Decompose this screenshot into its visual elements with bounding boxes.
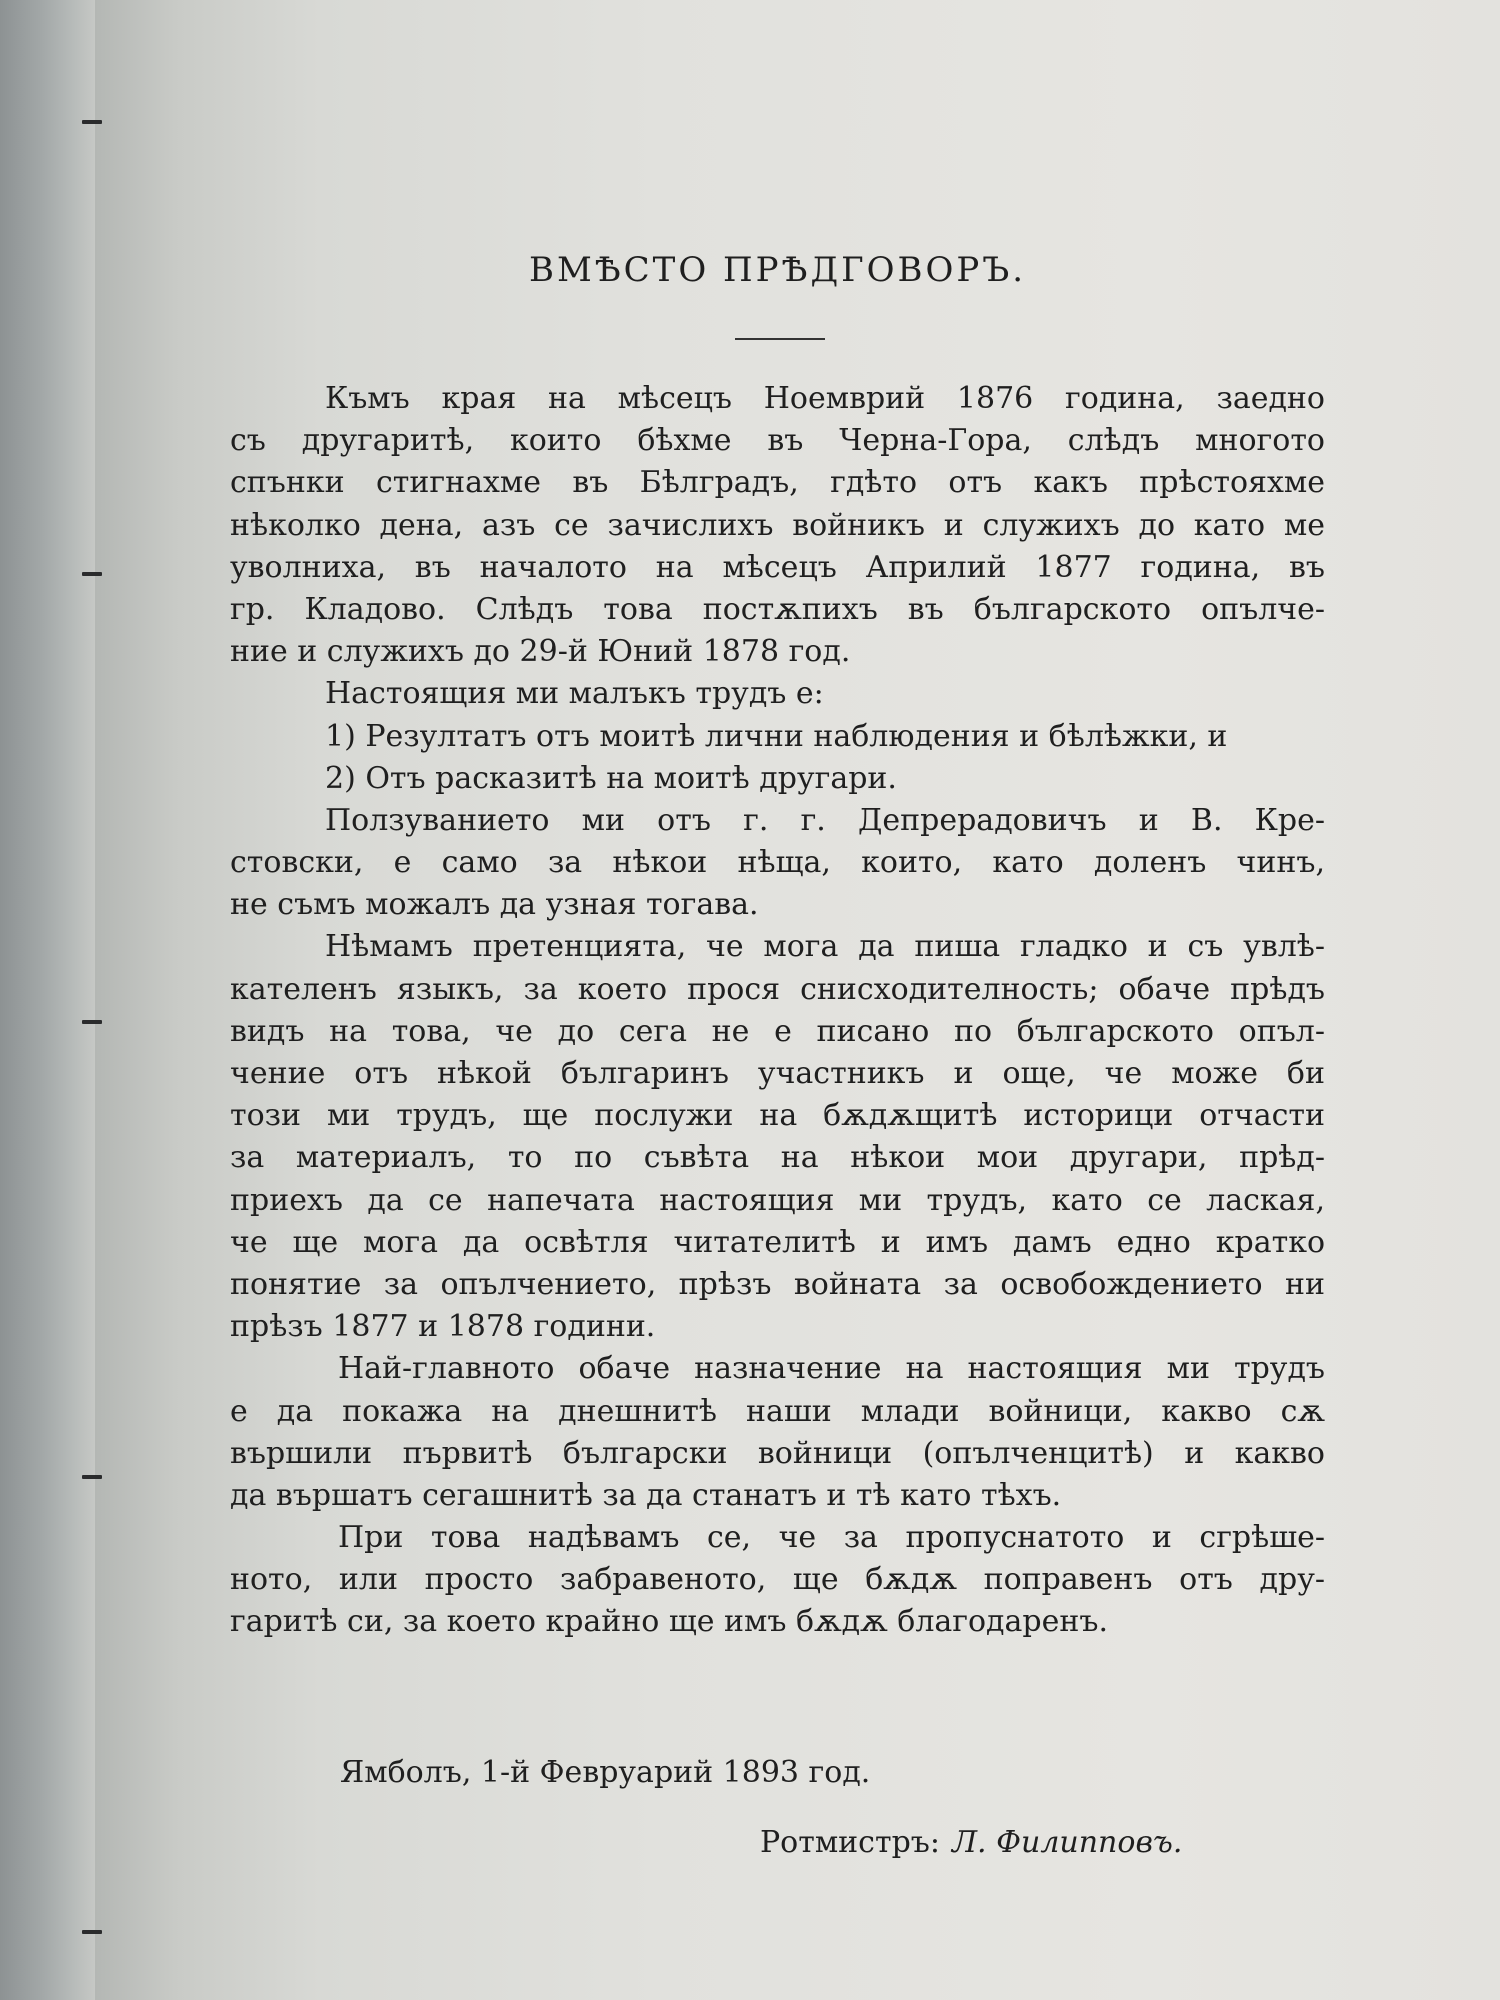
text-line: При това надѣвамъ се, че за пропуснатото и сгрѣше-: [338, 1520, 1325, 1556]
text-line: е да покажа на днешнитѣ наши млади войници, какво сѫ: [230, 1393, 1325, 1429]
text-line: Нѣмамъ претенцията, че мога да пиша гладко и съ увлѣ-: [325, 929, 1325, 965]
binding-mark: [82, 120, 102, 124]
text-line: чение отъ нѣкой българинъ участникъ и още, че може би: [230, 1056, 1325, 1091]
title-divider: [735, 338, 825, 340]
binding-mark: [82, 1475, 102, 1479]
text-line: ние и служихъ до 29-й Юний 1878 год.: [230, 634, 851, 670]
signature-role: Ротмистръ:: [760, 1825, 940, 1860]
text-line: видъ на това, че до сега не е писано по българското опъл-: [230, 1013, 1325, 1049]
body-text: [230, 378, 1325, 1644]
text-line: гр. Кладово. Слѣдъ това постѫпихъ въ българското опълче-: [230, 591, 1325, 627]
text-line: 1) Резултатъ отъ моитѣ лични наблюдения и бѣлѣжки, и: [325, 718, 1228, 754]
text-line: стовски, е само за нѣкои нѣща, които, като доленъ чинъ,: [230, 845, 1325, 881]
text-line: ното, или просто забравеното, ще бѫдѫ поправенъ отъ дру-: [230, 1562, 1325, 1598]
text-line: спънки стигнахме въ Бѣлградъ, гдѣто отъ какъ прѣстояхме: [230, 465, 1325, 501]
text-line: Настоящия ми малъкъ трудъ е:: [325, 676, 824, 712]
text-line: Къмъ края на мѣсецъ Ноемврий 1876 година, заедно: [325, 381, 1325, 416]
text-line: този ми трудъ, ще послужи на бѫдѫщитѣ историци отчасти: [230, 1098, 1325, 1134]
text-line: не съмъ можалъ да узная тогава.: [230, 887, 759, 923]
dateline: Ямболъ, 1-й Февруарий 1893 год.: [340, 1755, 871, 1790]
text-line: нѣколко дена, азъ се зачислихъ войникъ и служихъ до като ме: [230, 507, 1325, 543]
text-line: кателенъ языкъ, за което прося снисходителность; обаче прѣдъ: [230, 971, 1325, 1007]
page-title: ВМѢСТО ПРѢДГОВОРЪ.: [528, 250, 1027, 290]
text-line: приехъ да се напечата настоящия ми трудъ, като се лаская,: [230, 1182, 1325, 1218]
binding-mark: [82, 572, 102, 576]
text-line: вършили първитѣ български войници (опълченцитѣ) и какво: [230, 1435, 1325, 1471]
binding-mark: [82, 1930, 102, 1934]
text-line: за материалъ, то по съвѣта на нѣкои мои другари, прѣд-: [230, 1140, 1325, 1176]
signature-name: Л. Филипповъ.: [951, 1825, 1183, 1860]
text-line: съ другаритѣ, които бѣхме въ Черна-Гора, слѣдъ многото: [230, 423, 1325, 459]
text-line: че ще мога да освѣтля читателитѣ и имъ дамъ едно кратко: [230, 1224, 1325, 1260]
text-line: Най-главното обаче назначение на настоящия ми трудъ: [338, 1351, 1325, 1387]
text-line: уволниха, въ началото на мѣсецъ Априлий 1877 година, въ: [230, 549, 1325, 585]
text-line: гаритѣ си, за което крайно ще имъ бѫдѫ благодаренъ.: [230, 1604, 1108, 1640]
text-line: понятие за опълчението, прѣзъ войната за освобождението ни: [230, 1266, 1325, 1302]
book-spine-shadow: [0, 0, 95, 2000]
text-line: Ползуванието ми отъ г. г. Депрерадовичъ и В. Кре-: [325, 802, 1325, 838]
text-line: да вършатъ сегашнитѣ за да станатъ и тѣ като тѣхъ.: [230, 1477, 1062, 1513]
binding-mark: [82, 1020, 102, 1024]
text-line: 2) Отъ расказитѣ на моитѣ другари.: [325, 760, 897, 796]
text-line: прѣзъ 1877 и 1878 години.: [230, 1309, 656, 1345]
signature-block: [760, 1825, 1182, 1860]
